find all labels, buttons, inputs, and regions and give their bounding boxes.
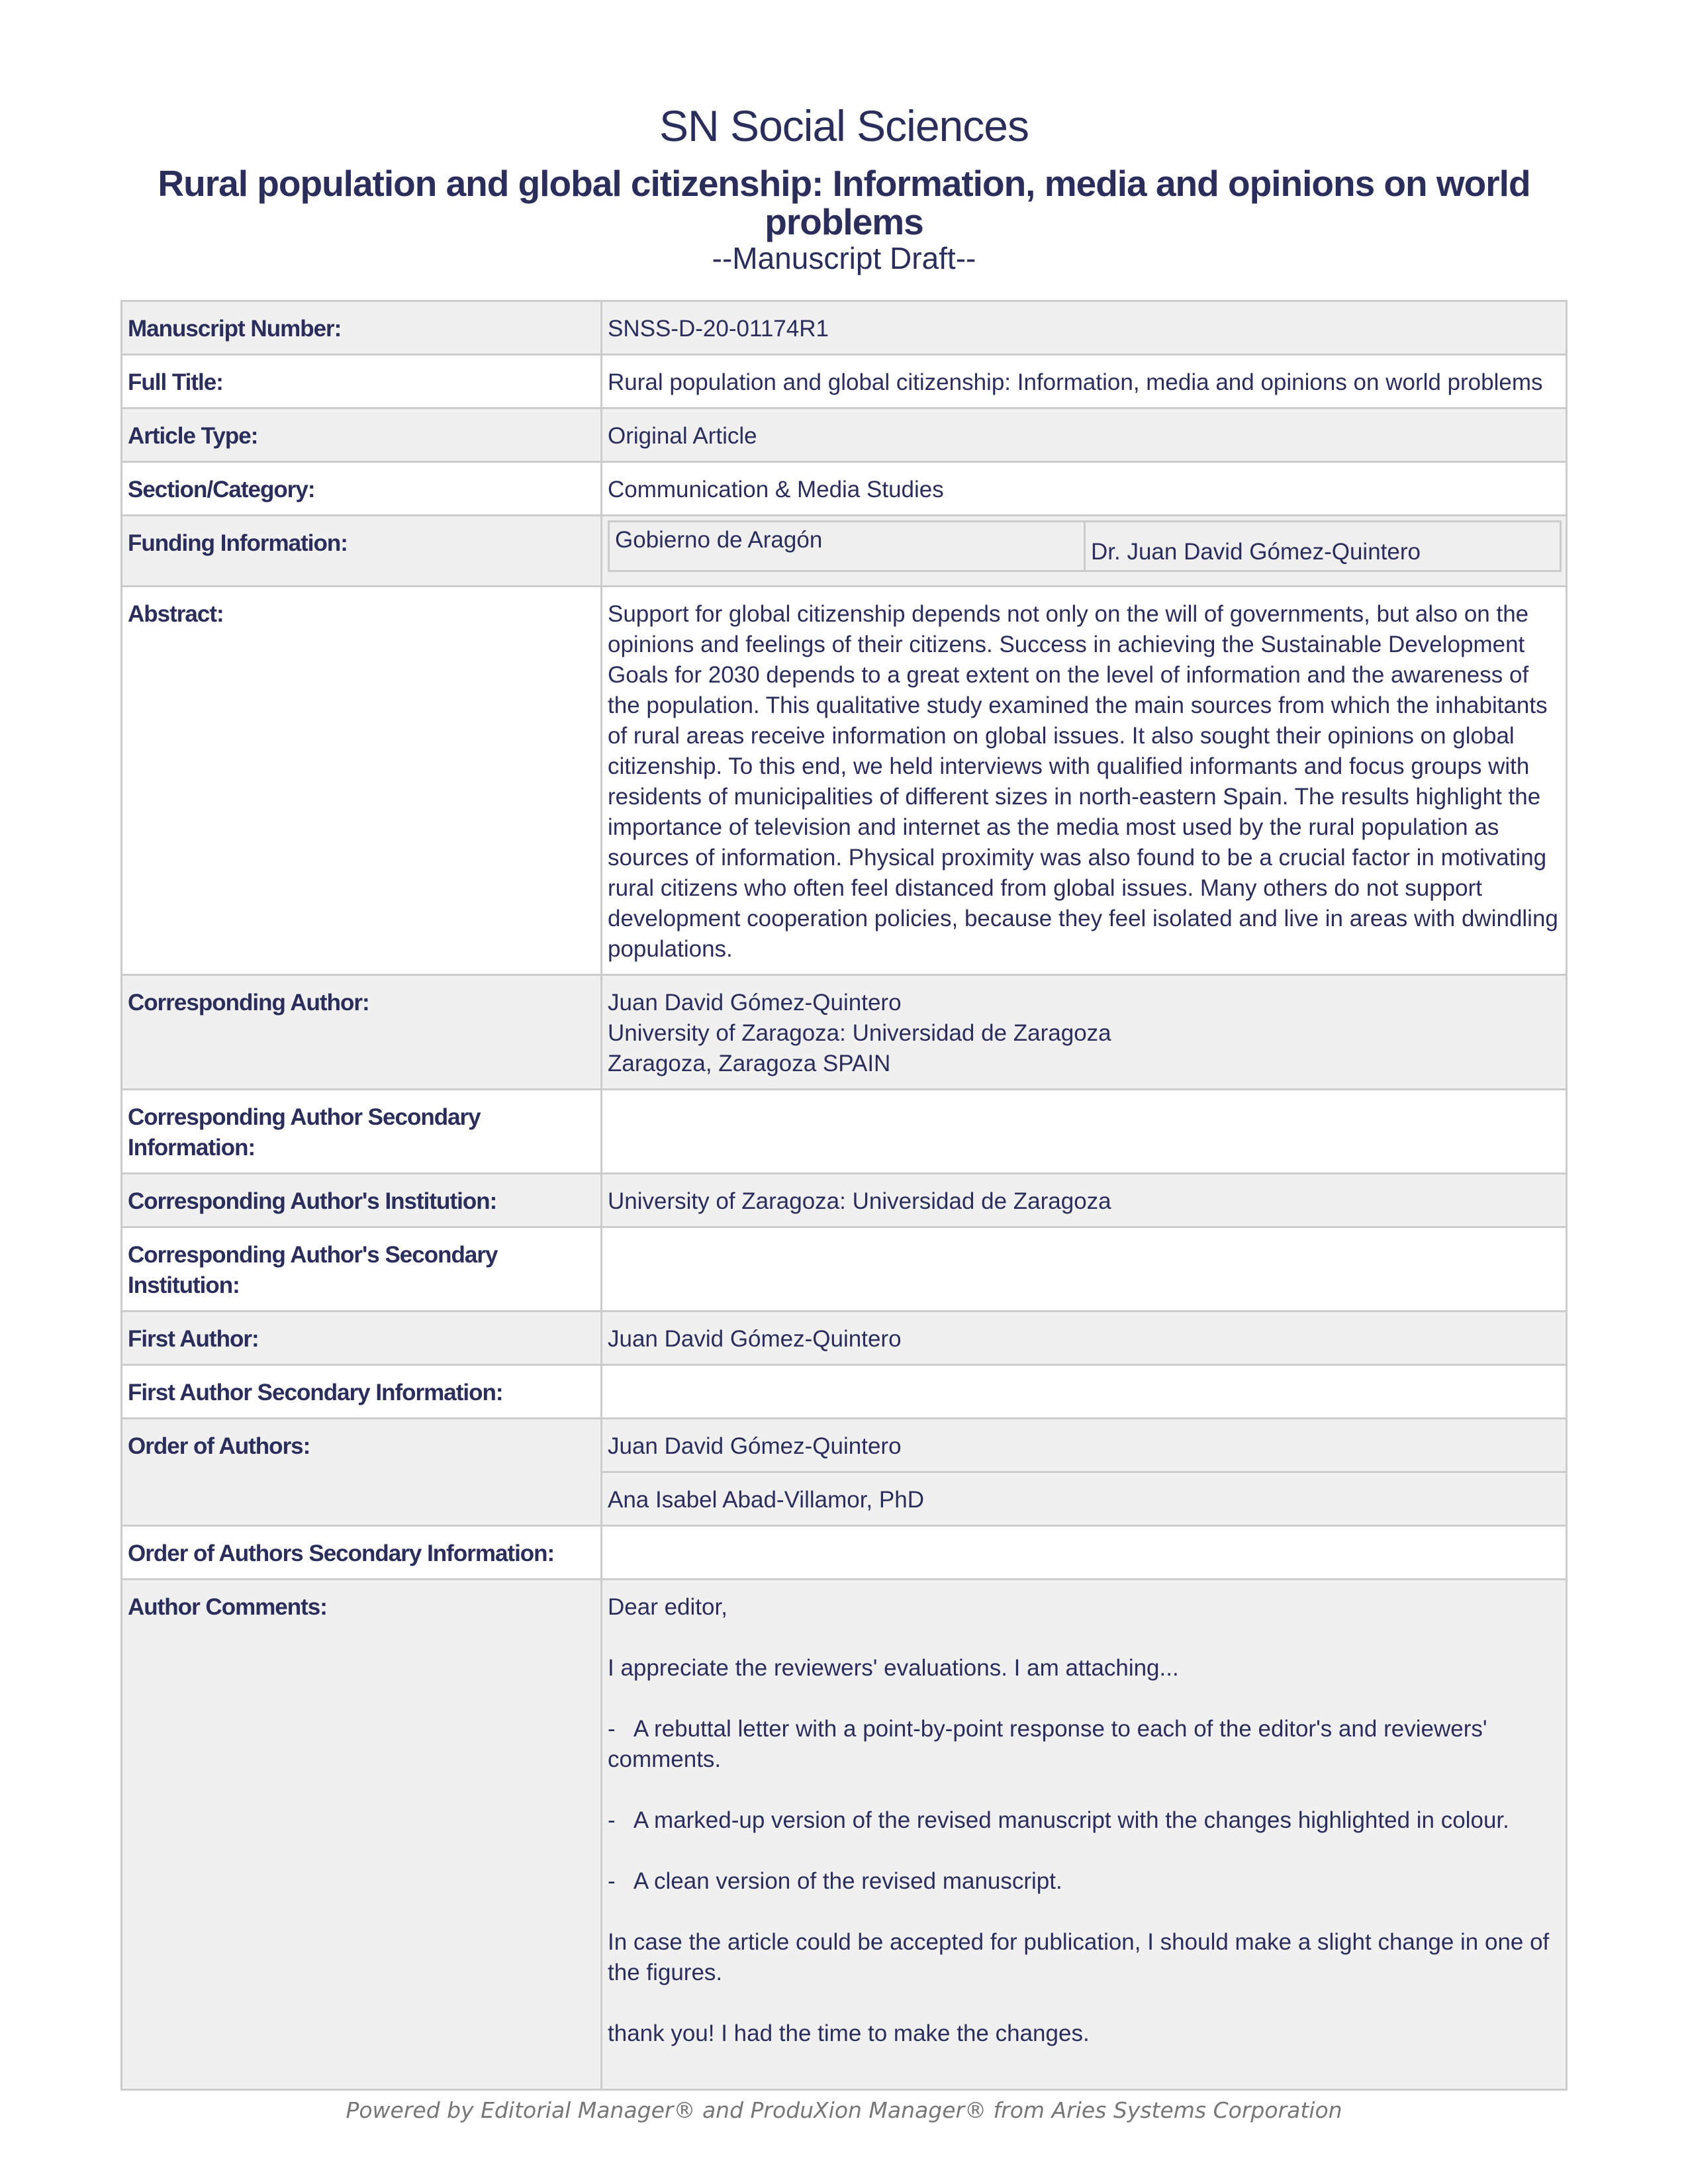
section-category-value: Communication & Media Studies xyxy=(602,462,1567,516)
funding-row xyxy=(609,522,1561,571)
row-article-type xyxy=(122,408,1567,462)
row-first-author xyxy=(122,1311,1567,1365)
full-title-value: Rural population and global citizenship: Information, media and opinions on world problems xyxy=(602,355,1567,408)
field-label: Article Type: xyxy=(122,408,602,462)
row-section-category xyxy=(122,462,1567,516)
field-label: Corresponding Author's Secondary Institution: xyxy=(122,1227,602,1311)
corresponding-author-institution-value: University of Zaragoza: Universidad de Zaragoza xyxy=(602,1174,1567,1227)
author-list-item: Ana Isabel Abad-Villamor, PhD xyxy=(602,1471,1566,1525)
manuscript-number-value: SNSS-D-20-01174R1 xyxy=(602,301,1567,355)
comment-paragraph: Dear editor, xyxy=(608,1594,727,1620)
first-author-secondary-value xyxy=(602,1365,1567,1419)
funder-name: Gobierno de Aragón xyxy=(609,522,1085,571)
funding-information-value xyxy=(602,516,1567,587)
journal-title: SN Social Sciences xyxy=(659,101,1029,150)
field-label: Manuscript Number: xyxy=(122,301,602,355)
field-label: Full Title: xyxy=(122,355,602,408)
document-header xyxy=(120,99,1568,275)
manuscript-metadata-table xyxy=(120,300,1568,2091)
corresponding-author-location: Zaragoza, Zaragoza SPAIN xyxy=(608,1051,891,1076)
row-corresponding-author-secondary-institution xyxy=(122,1227,1567,1311)
row-manuscript-number xyxy=(122,301,1567,355)
powered-by-footer: Powered by Editorial Manager® and ProduXion Manager® from Aries Systems Corporation xyxy=(346,2097,1342,2123)
draft-label: --Manuscript Draft-- xyxy=(712,241,976,275)
field-label: Author Comments: xyxy=(122,1580,602,2090)
corresponding-author-value xyxy=(602,975,1567,1090)
comment-paragraph: - A marked-up version of the revised manuscript with the changes highlighted in colour. xyxy=(608,1807,1509,1833)
row-corresponding-author xyxy=(122,975,1567,1090)
comment-paragraph: thank you! I had the time to make the changes. xyxy=(608,2020,1090,2046)
row-author-comments xyxy=(122,1580,1567,2090)
corresponding-author-name: Juan David Gómez-Quintero xyxy=(608,990,902,1016)
row-corresponding-author-institution xyxy=(122,1174,1567,1227)
field-label: First Author Secondary Information: xyxy=(122,1365,602,1419)
funding-table xyxy=(608,520,1562,572)
field-label: Order of Authors: xyxy=(122,1419,602,1526)
field-label: Abstract: xyxy=(122,587,602,975)
row-funding-information xyxy=(122,516,1567,587)
field-label: First Author: xyxy=(122,1311,602,1365)
field-label: Corresponding Author Secondary Information: xyxy=(122,1090,602,1174)
author-comments-value xyxy=(602,1580,1567,2090)
row-full-title xyxy=(122,355,1567,408)
field-label: Funding Information: xyxy=(122,516,602,587)
corresponding-author-secondary-value xyxy=(602,1090,1567,1174)
row-abstract xyxy=(122,587,1567,975)
comment-paragraph: I appreciate the reviewers' evaluations. I am attaching... xyxy=(608,1655,1179,1681)
abstract-value: Support for global citizenship depends not only on the will of governments, but also on the opinions and feelings of their citizens. Success in achieving the Sustainable Development Goals for 2030 depends to a great extent on the level of information and the awareness of the population. This qualitative study examined the main sources from which the inhabitants of rural areas receive information on global issues. It also sought their opinions on global citizenship. To this end, we held interviews with qualified informants and focus groups with residents of municipalities of different sizes in north-eastern Spain. The results highlight the importance of television and internet as the media most used by the rural population as sources of information. Physical proximity was also found to be a crucial factor in motivating rural citizens who often feel distanced from global issues. Many others do not support development cooperation policies, because they feel isolated and live in areas with dwindling populations. xyxy=(602,587,1567,975)
field-label: Section/Category: xyxy=(122,462,602,516)
row-order-of-authors xyxy=(122,1419,1567,1526)
row-first-author-secondary-info xyxy=(122,1365,1567,1419)
row-corresponding-author-secondary-info xyxy=(122,1090,1567,1174)
comment-paragraph: - A clean version of the revised manuscript. xyxy=(608,1868,1062,1894)
author-list-item: Juan David Gómez-Quintero xyxy=(608,1433,902,1459)
field-label: Corresponding Author's Institution: xyxy=(122,1174,602,1227)
article-type-value: Original Article xyxy=(602,408,1567,462)
comment-paragraph: - A rebuttal letter with a point-by-point response to each of the editor's and reviewers' comments. xyxy=(608,1716,1494,1772)
funding-recipient: Dr. Juan David Gómez-Quintero xyxy=(1085,522,1561,571)
row-order-of-authors-secondary-info xyxy=(122,1526,1567,1580)
first-author-value: Juan David Gómez-Quintero xyxy=(602,1311,1567,1365)
comment-paragraph: In case the article could be accepted for publication, I should make a slight change in one of the figures. xyxy=(608,1929,1550,1985)
order-of-authors-value xyxy=(602,1419,1567,1526)
field-label: Corresponding Author: xyxy=(122,975,602,1090)
field-label: Order of Authors Secondary Information: xyxy=(122,1526,602,1580)
article-title: Rural population and global citizenship: Information, media and opinions on world problems xyxy=(158,163,1530,242)
order-of-authors-secondary-value xyxy=(602,1526,1567,1580)
corresponding-author-secondary-institution-value xyxy=(602,1227,1567,1311)
corresponding-author-institution: University of Zaragoza: Universidad de Zaragoza xyxy=(608,1020,1111,1046)
